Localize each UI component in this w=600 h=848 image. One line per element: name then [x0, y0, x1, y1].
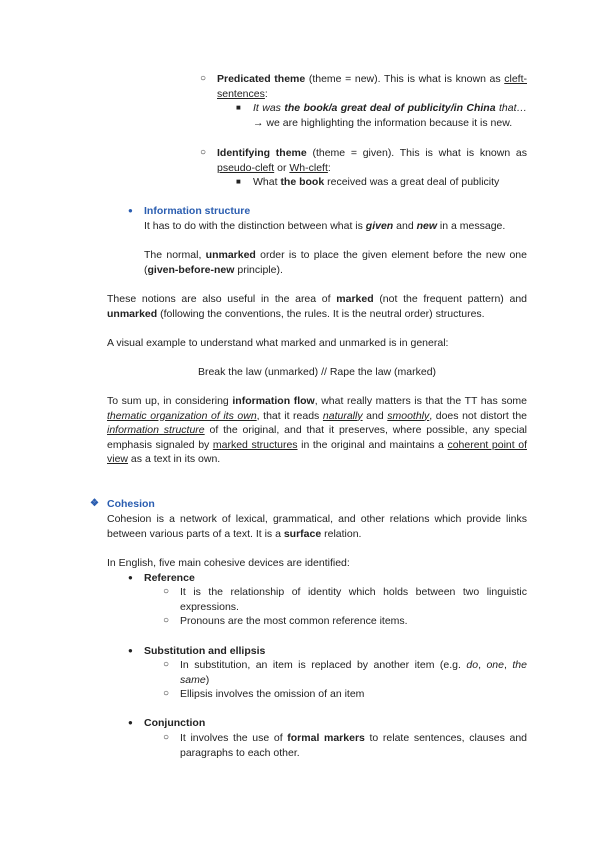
dot-bullet-icon: ●: [128, 646, 133, 655]
p2-end: principle).: [234, 263, 283, 276]
identifying-theme-colon: :: [327, 161, 331, 174]
sub-1-end: ): [205, 673, 210, 686]
do-word: do: [466, 659, 479, 671]
sumup-d: and: [362, 409, 388, 422]
notions-text-c: (following the conventions, the rules. It is the neutral order) structures.: [157, 307, 485, 320]
circle-bullet-icon: ○: [163, 586, 170, 597]
given-word: given: [365, 220, 394, 232]
example-the-book: the book: [280, 176, 325, 188]
circle-bullet-icon: ○: [163, 732, 170, 743]
cohesion-def-b: relation.: [321, 527, 362, 540]
p2-text-b: order is to place the given element before the new one (: [144, 249, 527, 276]
predicated-theme-desc: (theme = new). This is what is known as: [305, 73, 505, 85]
conj-1-end: to relate sentences, clauses and paragraphs to each other.: [180, 732, 528, 759]
thematic-organization-phrase: thematic organization of its own: [107, 409, 257, 422]
notions-text-b: (not the frequent pattern) and: [373, 293, 528, 305]
conjunction-label: Conjunction: [144, 717, 206, 729]
sumup-h: as a text in its own.: [128, 453, 221, 465]
substitution-heading: [144, 644, 265, 659]
sub-1-text: In substitution, an item is replaced by another item (e.g.: [180, 659, 467, 671]
identifying-theme-term: Identifying theme: [217, 147, 307, 159]
example-that: that…: [498, 102, 527, 114]
sumup-f: of the original, and that it preserves, where possible, any special emphasis signaled by: [107, 424, 527, 451]
cohesion-heading: Cohesion: [107, 498, 155, 510]
substitution-label: Substitution and ellipsis: [144, 645, 266, 657]
cohesion-def-a: Cohesion is a network of lexical, grammatical, and other relations which provide links between various parts of a text. It is a: [107, 513, 527, 540]
sumup-g: in the original and maintains a: [297, 438, 448, 451]
conjunction-heading: [144, 716, 205, 731]
cleft-sentences-link[interactable]: cleft-sentences: [217, 73, 527, 100]
coherent-point-of-view-phrase: coherent point of view: [107, 438, 527, 465]
circle-bullet-icon: ○: [163, 615, 170, 626]
sum-up-paragraph: [107, 394, 527, 467]
cohesion-definition: [107, 512, 527, 541]
predicated-theme-example: [253, 101, 527, 130]
example-emphasis: the book/a great deal of publicity/in China: [284, 102, 496, 114]
wh-cleft-link[interactable]: Wh-cleft: [289, 161, 328, 174]
unmarked-word: unmarked: [107, 307, 158, 320]
information-structure-p2: [144, 248, 527, 277]
visual-example-intro: A visual example to understand what marked and unmarked is in general:: [107, 337, 449, 349]
example-explanation: → we are highlighting the information because it is new.: [253, 116, 513, 129]
p2-text: The normal,: [144, 249, 206, 261]
reference-label: Reference: [144, 572, 195, 584]
marked-structures-phrase: marked structures: [212, 438, 298, 451]
predicated-theme-item: [217, 72, 527, 101]
the-same-phrase: the same: [180, 659, 527, 686]
visual-example-text: Break the law (unmarked) // Rape the law (marked): [197, 366, 437, 378]
circle-bullet-icon: ○: [163, 659, 170, 670]
formal-markers-term: formal markers: [287, 732, 365, 744]
sumup-c: , that it reads: [256, 409, 323, 422]
information-structure-phrase: information structure: [107, 424, 205, 436]
given-before-new-term: given-before-new: [147, 263, 235, 276]
sumup-e: , does not distort the: [429, 409, 527, 422]
information-flow-term: information flow: [232, 395, 315, 407]
naturally-word: naturally: [322, 409, 363, 422]
dot-bullet-icon: ●: [128, 718, 133, 727]
dot-bullet-icon: ●: [128, 573, 133, 582]
reference-point-1: It is the relationship of identity which holds between two linguistic expressions.: [180, 586, 527, 613]
identifying-theme-desc: (theme = given). This is what is known as: [306, 147, 527, 159]
or-text: or: [274, 161, 290, 174]
conj-1-text: It involves the use of: [180, 732, 288, 744]
unmarked-word: unmarked: [205, 249, 256, 261]
circle-bullet-icon: ○: [163, 688, 170, 699]
sub-sep-1: ,: [478, 659, 487, 671]
predicated-theme-colon: :: [264, 87, 268, 100]
one-word: one: [486, 659, 504, 671]
smoothly-word: smoothly: [387, 409, 430, 422]
sumup-b: , what really matters is that the TT has some: [314, 395, 527, 407]
substitution-point-2: Ellipsis involves the omission of an item: [180, 688, 365, 700]
p1-end: in a message.: [437, 220, 506, 232]
cohesive-devices-intro: In English, five main cohesive devices are identified:: [107, 557, 350, 569]
reference-point-2: Pronouns are the most common reference items.: [180, 615, 408, 627]
substitution-point-1: [180, 658, 527, 687]
diamond-bullet-icon: ❖: [90, 498, 99, 509]
reference-heading: [144, 571, 195, 586]
marked-word: marked: [336, 293, 374, 305]
pseudo-cleft-link[interactable]: pseudo-cleft: [217, 161, 275, 174]
example-it-was: It was: [253, 102, 285, 114]
p1-and: and: [393, 220, 417, 232]
notions-paragraph: [107, 292, 527, 321]
example-what: What: [253, 176, 281, 188]
circle-bullet-icon: ○: [200, 147, 207, 158]
identifying-theme-example: [253, 175, 533, 190]
p1-text: It has to do with the distinction between what is: [144, 220, 366, 232]
notions-text-a: These notions are also useful in the area of: [107, 293, 337, 305]
sub-sep-2: ,: [504, 659, 513, 671]
conjunction-point-1: [180, 731, 527, 760]
surface-word: surface: [283, 527, 322, 540]
example-received: received was a great deal of publicity: [324, 176, 500, 188]
information-structure-heading: Information structure: [144, 205, 251, 217]
square-bullet-icon: ■: [236, 103, 241, 112]
information-structure-p1: [144, 219, 529, 234]
blue-dot-bullet-icon: ●: [128, 206, 133, 215]
circle-bullet-icon: ○: [200, 73, 207, 84]
predicated-theme-term: Predicated theme: [217, 73, 306, 85]
identifying-theme-item: [217, 146, 527, 175]
new-word: new: [416, 220, 438, 232]
sumup-a: To sum up, in considering: [107, 395, 233, 407]
square-bullet-icon: ■: [236, 177, 241, 186]
